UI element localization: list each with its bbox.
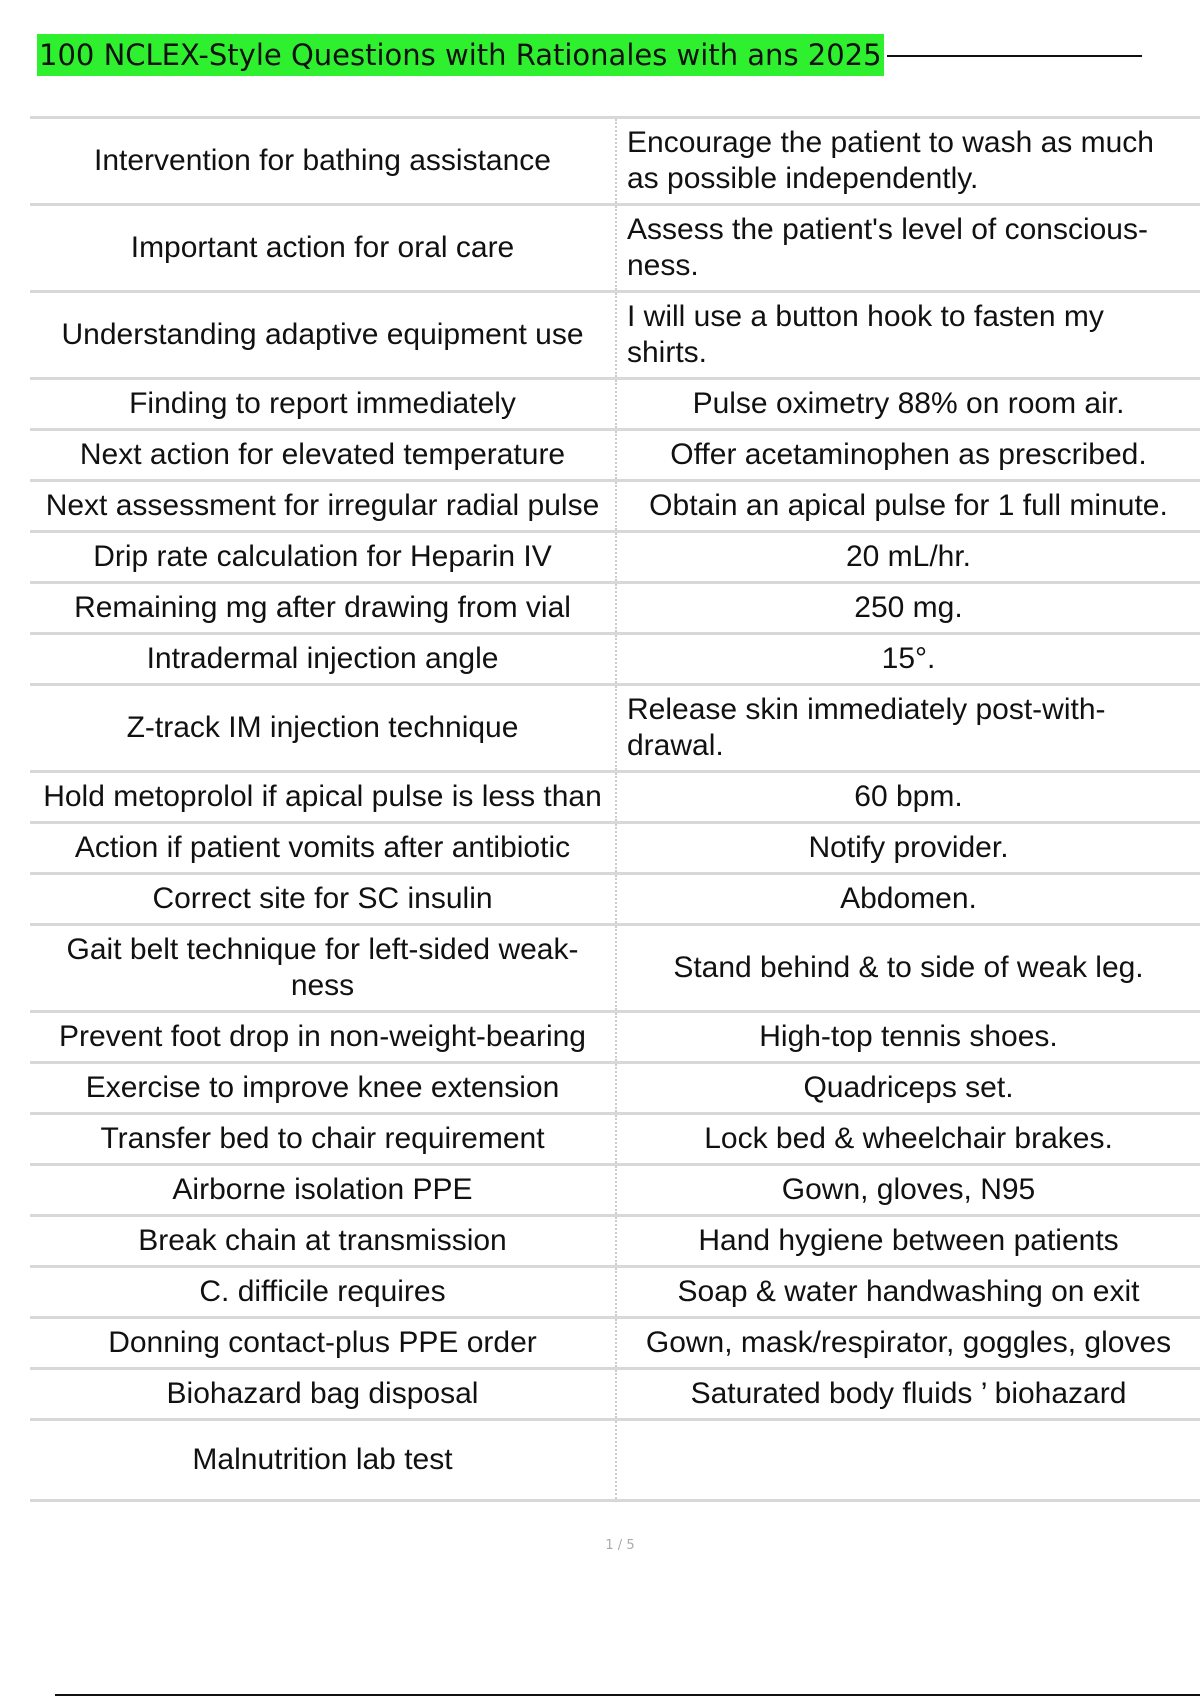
document-header [37,34,1142,76]
term-cell: Next action for elevated temperature [30,430,616,481]
table-row [30,481,1200,532]
definition-cell: Gown, gloves, N95 [781,1173,1036,1206]
definition-cell: Hand hygiene between patients [698,1224,1119,1257]
definition-cell: 20 mL/hr. [845,540,972,573]
term-cell: Airborne isolation PPE [30,1165,616,1216]
definition-cell: Soap & water handwashing on exit [677,1275,1140,1308]
document-title: 100 NCLEX-Style Questions with Rationales with ans 2025 [37,34,884,76]
term-cell: Prevent foot drop in non-weight-bearing [30,1012,616,1063]
table-row [30,1114,1200,1165]
term-cell: Donning contact-plus PPE order [30,1318,616,1369]
term-cell: Finding to report immediately [30,379,616,430]
term-cell: Gait belt technique for left-sided weak-ness [30,925,616,1012]
table-row [30,772,1200,823]
table-row [30,118,1200,205]
term-cell: Remaining mg after drawing from vial [30,583,616,634]
title-underline-rule [887,55,1142,57]
table-row [30,1420,1200,1501]
table-row [30,379,1200,430]
page-indicator: 1 / 5 [605,1538,635,1553]
table-row [30,1012,1200,1063]
term-cell: Biohazard bag disposal [30,1369,616,1420]
term-cell: Exercise to improve knee extension [30,1063,616,1114]
definition-cell: Encourage the patient to wash as much as possible independently. [627,126,1154,195]
table-row [30,1267,1200,1318]
definition-cell: Release skin immediately post-with-drawal. [627,693,1106,762]
definition-cell: 250 mg. [854,591,963,624]
table-row [30,925,1200,1012]
definition-cell: Offer acetaminophen as prescribed. [670,438,1147,471]
term-cell: Hold metoprolol if apical pulse is less than [30,772,616,823]
table-row [30,823,1200,874]
definition-cell: Gown, mask/respirator, goggles, gloves [645,1326,1172,1359]
definition-cell [616,1420,1200,1501]
term-cell: Next assessment for irregular radial pulse [30,481,616,532]
term-cell: Transfer bed to chair requirement [30,1114,616,1165]
term-cell: Correct site for SC insulin [30,874,616,925]
definition-cell: Notify provider. [808,831,1009,864]
table-row [30,1369,1200,1420]
table-row [30,634,1200,685]
definition-cell: 15°. [881,642,936,675]
definition-cell: Saturated body fluids ’ biohazard [690,1377,1127,1410]
definition-cell: I will use a button hook to fasten my shirts. [627,300,1104,369]
term-cell: Important action for oral care [30,205,616,292]
definition-cell: Abdomen. [840,882,977,915]
term-cell: Understanding adaptive equipment use [30,292,616,379]
term-cell: Break chain at transmission [30,1216,616,1267]
definition-cell: Lock bed & wheelchair brakes. [704,1122,1113,1155]
table-row [30,1165,1200,1216]
term-cell: Z-track IM injection technique [30,685,616,772]
table-row [30,583,1200,634]
flashcard-table [30,116,1200,1502]
term-cell: Malnutrition lab test [30,1420,616,1501]
term-cell: Action if patient vomits after antibiotic [30,823,616,874]
definition-cell: High-top tennis shoes. [759,1020,1058,1053]
definition-cell: Quadriceps set. [803,1071,1014,1104]
footer-rule [55,1694,1200,1696]
definition-cell: Obtain an apical pulse for 1 full minute. [649,489,1168,522]
definition-cell: 60 bpm. [854,780,963,813]
table-row [30,532,1200,583]
table-row [30,874,1200,925]
term-cell: C. difficile requires [30,1267,616,1318]
table-row [30,685,1200,772]
definition-cell: Pulse oximetry 88% on room air. [692,387,1125,420]
term-cell: Intradermal injection angle [30,634,616,685]
table-row [30,1318,1200,1369]
term-cell: Intervention for bathing assistance [30,118,616,205]
definition-cell: Stand behind & to side of weak leg. [673,951,1144,984]
term-cell: Drip rate calculation for Heparin IV [30,532,616,583]
table-row [30,430,1200,481]
table-row [30,292,1200,379]
table-row [30,1216,1200,1267]
table-row [30,1063,1200,1114]
table-row [30,205,1200,292]
definition-cell: Assess the patient's level of conscious-ness. [627,213,1148,282]
